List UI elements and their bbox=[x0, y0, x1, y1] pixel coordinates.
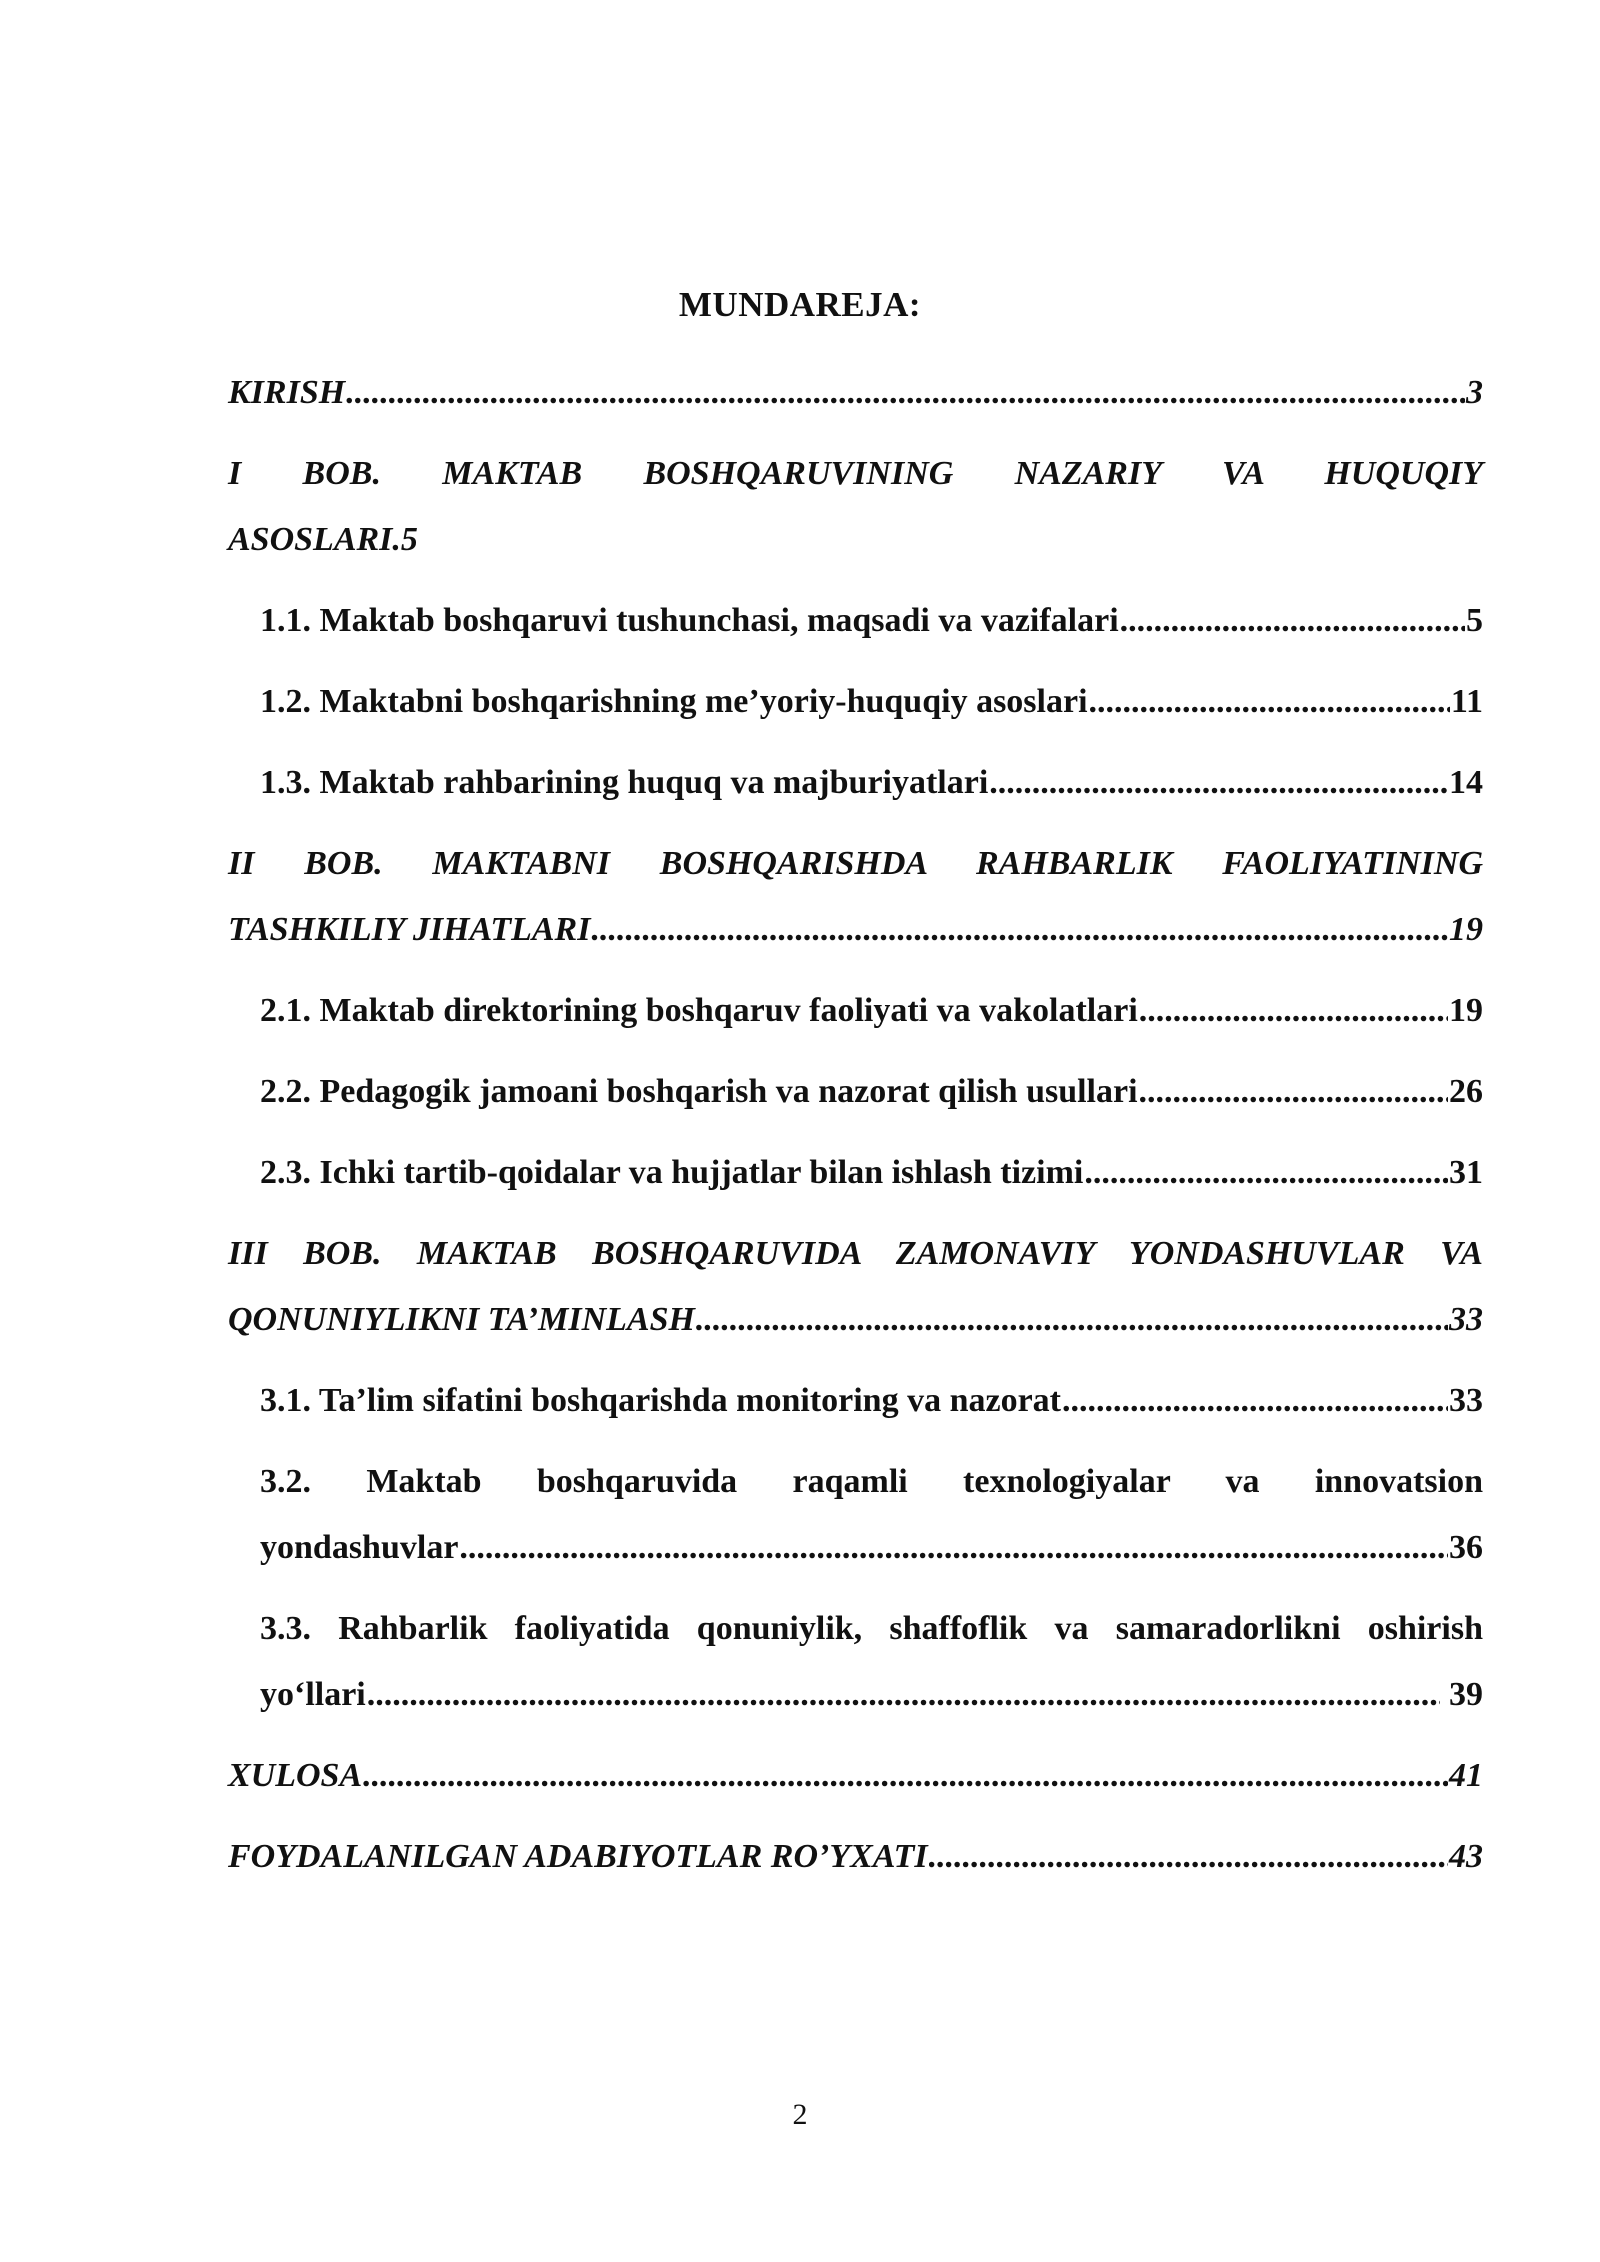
toc-page-number: 43 bbox=[1449, 1838, 1483, 1875]
toc-page-number: 31 bbox=[1449, 1154, 1483, 1191]
toc-entry-section-3-2[interactable] bbox=[228, 1449, 1483, 1581]
toc-entry-label: 2.1. Maktab direktorining boshqaruv faoliyati va vakolatlari bbox=[260, 992, 1138, 1029]
dot-leader bbox=[1089, 669, 1450, 735]
toc-entry-references[interactable] bbox=[228, 1824, 1483, 1890]
toc-entry-label: II BOB. MAKTABNI BOSHQARISHDA RAHBARLIK FAOLIYATINING bbox=[228, 845, 1483, 882]
dot-leader bbox=[591, 897, 1448, 963]
dot-leader bbox=[1084, 1140, 1448, 1206]
dot-leader bbox=[929, 1824, 1448, 1890]
toc-entry-label-continued: TASHKILIY JIHATLARI bbox=[228, 911, 591, 948]
dot-leader bbox=[1139, 1059, 1448, 1125]
toc-entry-label: 3.3. Rahbarlik faoliyatida qonuniylik, shaffoflik va samaradorlikni oshirish bbox=[260, 1610, 1483, 1647]
toc-entry-label: III BOB. MAKTAB BOSHQARUVIDA ZAMONAVIY YONDASHUVLAR VA bbox=[228, 1235, 1483, 1272]
toc-entry-label: 2.2. Pedagogik jamoani boshqarish va nazorat qilish usullari bbox=[260, 1073, 1138, 1110]
dot-leader bbox=[696, 1287, 1448, 1353]
table-of-contents bbox=[228, 360, 1483, 1905]
toc-entry-section-2-2[interactable] bbox=[228, 1059, 1483, 1125]
toc-page-number: 36 bbox=[1449, 1529, 1483, 1566]
toc-entry-xulosa[interactable] bbox=[228, 1743, 1483, 1809]
toc-page-number: 5 bbox=[1466, 602, 1483, 639]
toc-entry-label-continued: ASOSLARI.5 bbox=[228, 521, 418, 558]
toc-entry-label: KIRISH bbox=[228, 374, 346, 411]
toc-page-number: 33 bbox=[1449, 1382, 1483, 1419]
toc-entry-label: 3.1. Ta’lim sifatini boshqarishda monitoring va nazorat bbox=[260, 1382, 1062, 1419]
toc-page-number: 26 bbox=[1449, 1073, 1483, 1110]
toc-entry-section-1-2[interactable] bbox=[228, 669, 1483, 735]
dot-leader bbox=[346, 360, 1465, 426]
toc-title: MUNDAREJA: bbox=[678, 285, 922, 324]
toc-entry-label: 1.2. Maktabni boshqarishning me’yoriy-huquqiy asoslari bbox=[260, 683, 1088, 720]
toc-entry-label: 1.1. Maktab boshqaruvi tushunchasi, maqsadi va vazifalari bbox=[260, 602, 1119, 639]
toc-entry-label: FOYDALANILGAN ADABIYOTLAR RO’YXATI bbox=[228, 1838, 928, 1875]
dot-leader bbox=[1120, 588, 1465, 654]
dot-leader bbox=[989, 750, 1448, 816]
dot-leader bbox=[459, 1515, 1448, 1581]
toc-entry-chapter-1[interactable] bbox=[228, 441, 1483, 573]
toc-entry-label: 1.3. Maktab rahbarining huquq va majburiyatlari bbox=[260, 764, 989, 801]
toc-entry-kirish[interactable] bbox=[228, 360, 1483, 426]
dot-leader bbox=[1062, 1368, 1448, 1434]
toc-entry-label-continued: yo‘llari bbox=[260, 1676, 366, 1713]
dot-leader bbox=[1139, 978, 1448, 1044]
toc-entry-label-continued: yondashuvlar bbox=[260, 1529, 459, 1566]
toc-page-number: 11 bbox=[1450, 683, 1483, 720]
toc-entry-label: 2.3. Ichki tartib-qoidalar va hujjatlar bilan ishlash tizimi bbox=[260, 1154, 1084, 1191]
dot-leader bbox=[363, 1743, 1448, 1809]
toc-page-number: 14 bbox=[1449, 764, 1483, 801]
toc-entry-section-1-1[interactable] bbox=[228, 588, 1483, 654]
toc-page-number: 19 bbox=[1449, 911, 1483, 948]
toc-entry-section-2-3[interactable] bbox=[228, 1140, 1483, 1206]
toc-entry-label-continued: QONUNIYLIKNI TA’MINLASH bbox=[228, 1301, 695, 1338]
toc-page-number: 3 bbox=[1466, 374, 1483, 411]
toc-entry-section-2-1[interactable] bbox=[228, 978, 1483, 1044]
toc-entry-label: I BOB. MAKTAB BOSHQARUVINING NAZARIY VA HUQUQIY bbox=[228, 455, 1483, 492]
toc-entry-label: XULOSA bbox=[228, 1757, 363, 1794]
toc-entry-section-3-3[interactable] bbox=[228, 1596, 1483, 1728]
dot-leader bbox=[367, 1662, 1440, 1728]
toc-entry-section-1-3[interactable] bbox=[228, 750, 1483, 816]
toc-entry-label: 3.2. Maktab boshqaruvida raqamli texnologiyalar va innovatsion bbox=[260, 1463, 1483, 1500]
toc-entry-chapter-2[interactable] bbox=[228, 831, 1483, 963]
toc-page-number: 39 bbox=[1440, 1676, 1483, 1713]
toc-entry-chapter-3[interactable] bbox=[228, 1221, 1483, 1353]
toc-page-number: 19 bbox=[1449, 992, 1483, 1029]
toc-page-number: 41 bbox=[1449, 1757, 1483, 1794]
toc-entry-section-3-1[interactable] bbox=[228, 1368, 1483, 1434]
page-number: 2 bbox=[792, 2098, 808, 2131]
toc-page-number: 33 bbox=[1449, 1301, 1483, 1338]
